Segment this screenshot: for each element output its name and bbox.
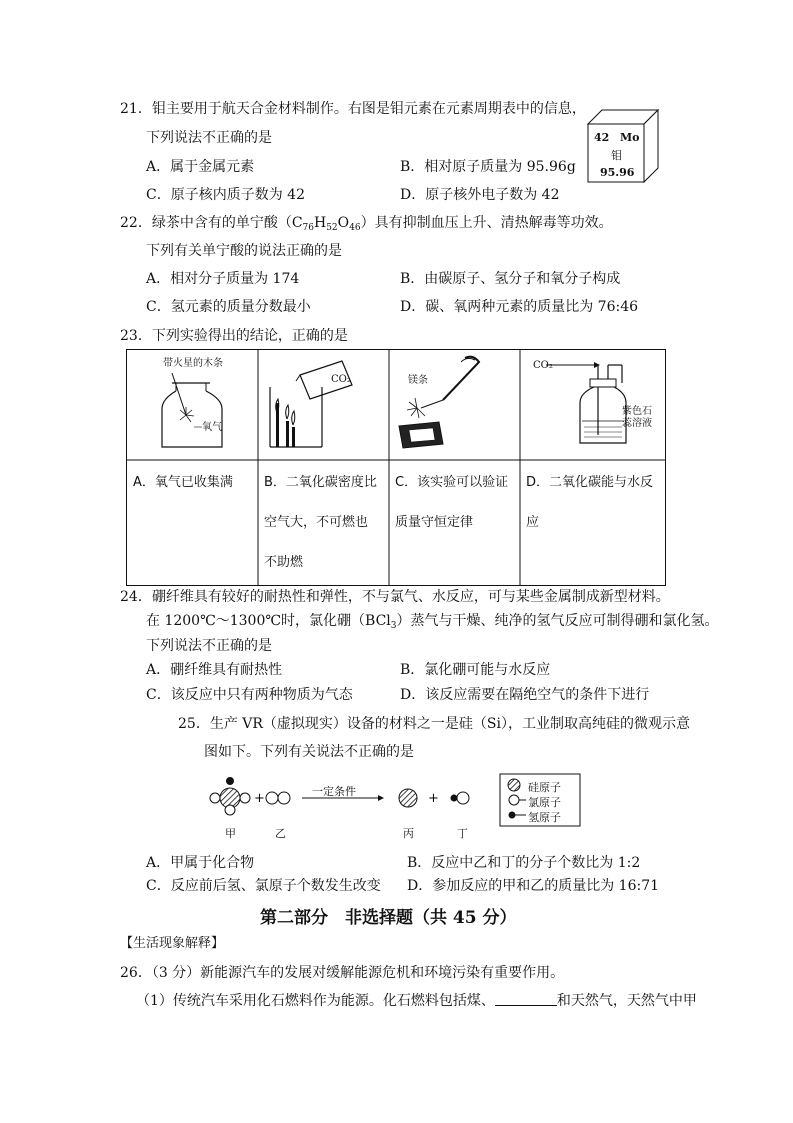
- q24-option-d: D．该反应需要在隔绝空气的条件下进行: [400, 687, 650, 703]
- legend-cl: 氯原子: [528, 796, 561, 809]
- litmus-label-2: 蕊溶液: [622, 418, 652, 429]
- q21-option-a: A．属于金属元素: [146, 159, 255, 175]
- q26-stem: 26．（3 分）新能源汽车的发展对缓解能源危机和环境污染有重要作用。: [120, 965, 565, 981]
- q24-sub: 3: [390, 621, 397, 631]
- glowing-splint-label: 带火星的木条: [163, 358, 223, 369]
- q24-stem2-post: ）蒸气与干燥、纯净的氢气反应可制得硼和氯化氢。: [396, 613, 719, 629]
- q23-option-b-line2: 空气大，不可燃也: [264, 515, 369, 530]
- q24-option-a: A．硼纤维具有耐热性: [146, 662, 283, 678]
- q23-stem: 23．下列实验得出的结论，正确的是: [120, 328, 348, 344]
- q23-option-b-line3: 不助燃: [264, 555, 304, 570]
- element-name: 钼: [611, 149, 622, 162]
- q23-option-c-line1: C．该实验可以验证: [395, 475, 509, 490]
- molecule-jia: 甲: [225, 827, 236, 840]
- molecule-ding: 丁: [457, 827, 468, 840]
- q23-option-b-line1: B．二氧化碳密度比: [264, 475, 377, 490]
- part2-title: 第二部分 非选择题（共 45 分）: [260, 908, 517, 928]
- q26-part1-pre: （1）传统汽车采用化石燃料作为能源。化石燃料包括煤、: [136, 993, 495, 1009]
- co2-pour-figure: [262, 355, 362, 455]
- q25-option-d: D．参加反应的甲和乙的质量比为 16:71: [407, 878, 660, 894]
- q24-stem2-pre: 在 1200℃～1300℃时，氯化硼（BCl: [146, 613, 391, 629]
- q23-option-d-line1: D．二氧化碳能与水反: [526, 475, 654, 490]
- q25-stem-line1: 25．生产 VR（虚拟现实）设备的材料之一是硅（Si），工业制取高纯硅的微观示意: [178, 716, 690, 732]
- q23-option-d-line2: 应: [526, 515, 540, 530]
- q22-stem-post: ）具有抑制血压上升、清热解毒等功效。: [360, 215, 613, 231]
- q21-option-b: B．相对原子质量为 95.96g: [400, 159, 576, 175]
- section-heading: 【生活现象解释】: [120, 936, 225, 951]
- co2-label-d: CO₂: [533, 360, 553, 371]
- q22-h: H: [313, 215, 327, 231]
- magnesium-label: 镁条: [408, 375, 428, 386]
- q26-part1-post: 和天然气，天然气中甲: [556, 993, 697, 1009]
- molecule-bing: 丙: [403, 827, 414, 840]
- q21-option-c: C．原子核内质子数为 42: [146, 187, 305, 203]
- q25-option-b: B．反应中乙和丁的分子个数比为 1:2: [407, 855, 641, 871]
- q23-option-c-line2: 质量守恒定律: [395, 515, 474, 530]
- q22-o: O: [337, 215, 350, 231]
- q21-stem-line2: 下列说法不正确的是: [146, 130, 272, 146]
- q23-option-a: A．氧气已收集满: [133, 475, 233, 490]
- legend-h: 氢原子: [528, 811, 561, 824]
- q22-stem-pre: 22．绿茶中含有的单宁酸（C: [120, 215, 303, 231]
- svg-text:+: +: [428, 791, 439, 806]
- q22-sub-c: 76: [302, 223, 314, 233]
- q21-stem-line1: 21．钼主要用于航天合金材料制作。右图是钼元素在元素周期表中的信息，: [120, 101, 586, 117]
- legend-si: 硅原子: [528, 781, 561, 794]
- q22-option-c: C．氢元素的质量分数最小: [146, 299, 311, 315]
- q22-stem-line1: [120, 215, 613, 236]
- q24-stem-line2: [146, 613, 719, 634]
- litmus-label-1: 紫色石: [622, 406, 652, 417]
- q25-option-a: A．甲属于化合物: [146, 855, 255, 871]
- magnesium-burning-figure: [395, 352, 495, 452]
- q21-option-d: D．原子核外电子数为 42: [400, 187, 560, 203]
- reaction-diagram: [210, 772, 670, 832]
- q24-stem-line3: 下列说法不正确的是: [146, 638, 272, 654]
- q22-sub-o: 46: [349, 223, 361, 233]
- oxygen-label: 氧气: [202, 422, 222, 433]
- element-mass: 95.96: [600, 166, 635, 179]
- element-symbol: Mo: [620, 131, 640, 144]
- q24-option-b: B．氯化硼可能与水反应: [400, 662, 551, 678]
- q22-sub-h: 52: [326, 223, 338, 233]
- answer-blank[interactable]: [495, 993, 557, 1006]
- q25-option-c: C．反应前后氢、氯原子个数发生改变: [146, 878, 381, 894]
- q22-stem-line2: 下列有关单宁酸的说法正确的是: [146, 243, 342, 259]
- element-number: 42: [594, 131, 610, 144]
- svg-text:+: +: [254, 791, 265, 806]
- q24-stem-line1: 24．硼纤维具有较好的耐热性和弹性，不与氯气、水反应，可与某些金属制成新型材料。: [120, 589, 670, 605]
- q22-option-a: A．相对分子质量为 174: [146, 271, 300, 287]
- q24-option-c: C．该反应中只有两种物质为气态: [146, 687, 353, 703]
- q25-stem-line2: 图如下。下列有关说法不正确的是: [204, 744, 414, 760]
- q22-option-b: B．由碳原子、氢分子和氧分子构成: [400, 271, 621, 287]
- q26-part1: [136, 993, 697, 1009]
- reaction-condition: 一定条件: [312, 785, 356, 798]
- q22-option-d: D．碳、氧两种元素的质量比为 76:46: [400, 299, 639, 315]
- co2-label-b: CO₂: [331, 374, 351, 385]
- molecule-yi: 乙: [275, 827, 286, 840]
